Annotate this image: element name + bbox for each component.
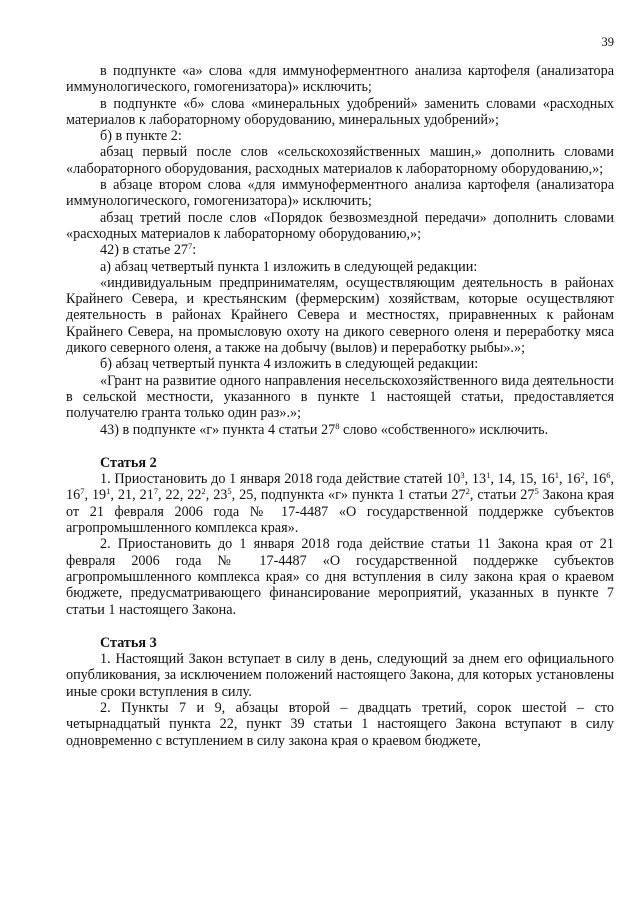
superscript: 7 [188, 241, 193, 252]
paragraph: 1. Настоящий Закон вступает в силу в день, следующий за днем его официального опубликования, за исключением положений настоящего Закона, для которых установлены иные сроки вступления в силу. [66, 651, 614, 700]
paragraph: 2. Пункты 7 и 9, абзацы второй – двадцать третий, сорок шестой – сто четырнадцатый пункта 22, пункт 39 статьи 1 настоящего Закона вступают в силу одновременно с вступлением в силу закона края о краевом бюджете, [66, 699, 614, 749]
paragraph: «Грант на развитие одного направления несельскохозяйственного вида деятельности в сельской местности, указанного в пункте 1 настоящей статьи, предоставляется получателю гранта только один раз».»; [66, 372, 614, 422]
document-body [66, 63, 614, 749]
article-heading: Статья 3 [100, 634, 157, 651]
spacer [66, 618, 614, 635]
superscript: 5 [227, 486, 232, 497]
superscript: 7 [153, 486, 159, 497]
superscript: 1 [486, 470, 491, 481]
superscript: 2 [580, 470, 585, 481]
text-run: : [192, 242, 197, 259]
text-run: Закона края от 21 февраля 2006 года № 17-4487 «О государственной поддержке субъектов агропромышленного комплекса края». [66, 487, 614, 537]
text-run: , 25, подпункта «г» пункта 1 статьи 27 [231, 487, 466, 504]
paragraph: в абзаце втором слова «для иммуноферментного анализа картофеля (анализатора иммунологического, гомогенизатора)» исключить; [66, 177, 614, 210]
text-run: 42) в статье 27 [100, 242, 189, 259]
paragraph: абзац первый после слов «сельскохозяйственных машин,» дополнить словами «лабораторного оборудования, расходных материалов к лабораторному оборудованию,»; [66, 144, 614, 177]
paragraph: абзац третий после слов «Порядок безвозмездной передачи» дополнить словами «расходных материалов к лабораторному оборудованию,»; [66, 209, 614, 242]
superscript: 8 [335, 420, 340, 431]
superscript: 1 [554, 470, 560, 481]
text-run: слово «собственного» исключить. [339, 421, 549, 438]
paragraph: 2. Приостановить до 1 января 2018 года действие статьи 11 Закона края от 21 февраля 2006 года № 17-4487 «О государственной поддержке субъектов агропромышленного комплекса края» со дня вступления в силу закона края о краевом бюджете, предусматривающего финансирование мероприятий, указанных в пункте 7 статьи 1 настоящего Закона. [66, 536, 614, 618]
superscript: 3 [460, 470, 465, 481]
article-heading: Статья 2 [100, 454, 157, 471]
text-run: , 13 [464, 471, 487, 488]
text-run: , 19 [84, 487, 107, 504]
page-number: 39 [601, 35, 614, 49]
paragraph [66, 422, 614, 438]
superscript: 7 [80, 486, 85, 497]
text-run: , 23 [205, 487, 228, 504]
paragraph: а) абзац четвертый пункта 1 изложить в следующей редакции: [100, 258, 478, 275]
text-run: 43) в подпункте «г» пункта 4 статьи 27 [100, 421, 336, 438]
paragraph [66, 471, 614, 536]
paragraph: «индивидуальным предпринимателям, осуществляющим деятельность в районах Крайнего Севера, и крестьянским (фермерским) хозяйствам, которые осуществляют деятельность в районах Крайнего Севера и местностях, приравненных к районам Крайнего Севера, на промысловую охоту на дикого северного оленя и переработку мяса дикого северного оленя, а также на добычу (вылов) и переработку рыбы».»; [66, 274, 614, 357]
text-run: , 16 [559, 471, 581, 488]
paragraph: б) в пункте 2: [100, 128, 182, 145]
text-run: , 16 [66, 471, 615, 504]
spacer [66, 438, 614, 455]
paragraph [66, 242, 614, 258]
text-run: , 22, 22 [158, 487, 202, 504]
text-run: , статьи 27 [469, 487, 535, 504]
text-run: 1. Приостановить до 1 января 2018 года действие статей 10 [100, 471, 461, 488]
paragraph: в подпункте «а» слова «для иммуноферментного анализа картофеля (анализатора иммунологического, гомогенизатора)» исключить; [66, 63, 614, 96]
paragraph: в подпункте «б» слова «минеральных удобрений» заменить словами «расходных материалов к лабораторному оборудованию, минеральных удобрений»; [66, 95, 614, 128]
paragraph: б) абзац четвертый пункта 4 изложить в следующей редакции: [100, 356, 479, 373]
superscript: 2 [201, 486, 206, 497]
superscript: 5 [534, 486, 539, 497]
superscript: 6 [606, 470, 611, 481]
superscript: 1 [106, 486, 111, 497]
text-run: , 21, 21 [110, 487, 154, 504]
text-run: , 16 [584, 471, 607, 488]
superscript: 2 [465, 486, 470, 497]
text-run: , 14, 15, 16 [490, 471, 555, 488]
